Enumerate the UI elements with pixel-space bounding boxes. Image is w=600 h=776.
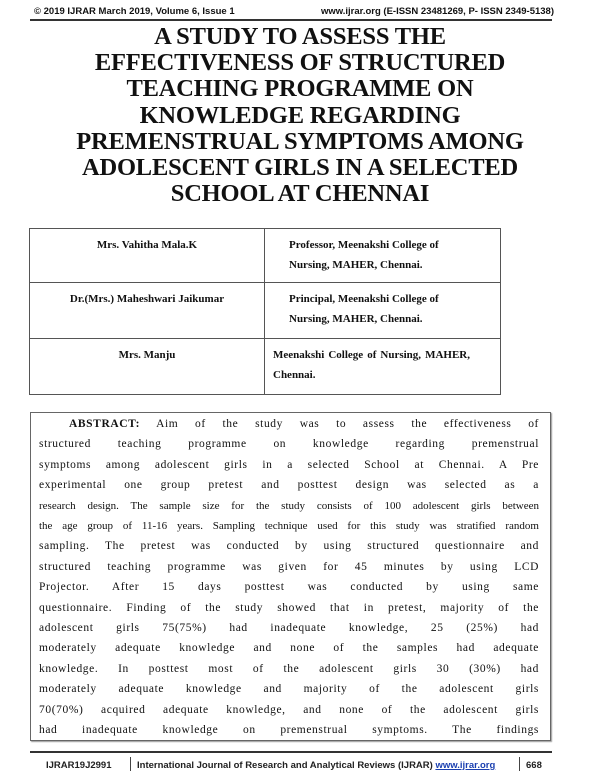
title-line: EFFECTIVENESS OF STRUCTURED	[94, 49, 506, 77]
abstract-line: sampling. The pretest was conducted by using structured questionnaire and	[39, 540, 539, 553]
abstract-line: the age group of 11-16 years. Sampling technique used for this study was stratified random	[39, 520, 539, 532]
abstract-line: experimental one group pretest and posttest design was selected as a	[39, 479, 539, 492]
abstract-line: adolescent girls 75(75%) had inadequate knowledge, 25 (25%) had	[39, 622, 539, 634]
paper-title	[40, 24, 560, 207]
abstract-line: structured teaching programme on knowledge regarding premenstrual	[39, 438, 539, 451]
header-right: www.ijrar.org (E-ISSN 23481269, P- ISSN 2349-5138)	[320, 6, 554, 17]
abstract-line: symptoms among adolescent girls in a selected School at Chennai. A Pre	[39, 458, 539, 471]
abstract-line: Projector. After 15 days posttest was conducted by using same	[39, 581, 539, 594]
title-line: KNOWLEDGE REGARDING	[139, 101, 461, 129]
header-left: © 2019 IJRAR March 2019, Volume 6, Issue 1	[34, 6, 235, 17]
abstract-label: ABSTRACT:	[69, 418, 141, 430]
abstract-line: had inadequate knowledge on premenstrual symptoms. The findings	[39, 724, 539, 736]
footer-separator	[519, 757, 520, 771]
page-number: 668	[526, 760, 542, 771]
authors-table	[29, 228, 501, 395]
title-line: PREMENSTRUAL SYMPTOMS AMONG	[76, 127, 524, 155]
author-row	[30, 229, 501, 283]
footer-rule	[30, 751, 552, 753]
author-row	[30, 283, 501, 339]
title-line: TEACHING PROGRAMME ON	[126, 75, 474, 103]
author-name: Dr.(Mrs.) Maheshwari Jaikumar	[30, 283, 265, 339]
abstract-line: moderately adequate knowledge and majority of the adolescent girls	[39, 683, 539, 696]
footer-journal	[137, 760, 495, 771]
header-rule	[30, 19, 552, 21]
abstract-text: Aim of the study was to assess the effectiveness of	[140, 418, 539, 430]
footer-journal-name: International Journal of Research and Analytical Reviews (IJRAR)	[137, 760, 433, 771]
title-line: SCHOOL AT CHENNAI	[170, 180, 430, 208]
abstract-line: moderately adequate knowledge and none of the samples had adequate	[39, 642, 539, 655]
author-row	[30, 339, 501, 395]
abstract-line: 70(70%) acquired adequate knowledge, and none of the adolescent girls	[39, 703, 539, 716]
abstract-line: research design. The sample size for the study consists of 100 adolescent girls between	[39, 499, 539, 512]
abstract-line: questionnaire. Finding of the study showed that in pretest, majority of the	[39, 601, 539, 614]
abstract-box	[30, 412, 551, 741]
abstract-line	[69, 418, 539, 430]
title-line: A STUDY TO ASSESS THE	[154, 23, 446, 50]
author-affiliation: Professor, Meenakshi College of Nursing, MAHER, Chennai.	[265, 229, 501, 283]
footer-separator	[130, 757, 131, 771]
abstract-line: knowledge. In posttest most of the adolescent girls 30 (30%) had	[39, 662, 539, 675]
author-name: Mrs. Vahitha Mala.K	[30, 229, 265, 283]
footer-link[interactable]: www.ijrar.org	[435, 760, 496, 771]
author-affiliation: Principal, Meenakshi College of Nursing, MAHER, Chennai.	[265, 283, 501, 339]
title-line: ADOLESCENT GIRLS IN A SELECTED	[81, 154, 519, 182]
author-affiliation: Meenakshi College of Nursing, MAHER, Chennai.	[265, 339, 501, 395]
author-name: Mrs. Manju	[30, 339, 265, 395]
abstract-line: structured teaching programme was given for 45 minutes by using LCD	[39, 560, 539, 573]
footer-id: IJRAR19J2991	[46, 760, 112, 771]
